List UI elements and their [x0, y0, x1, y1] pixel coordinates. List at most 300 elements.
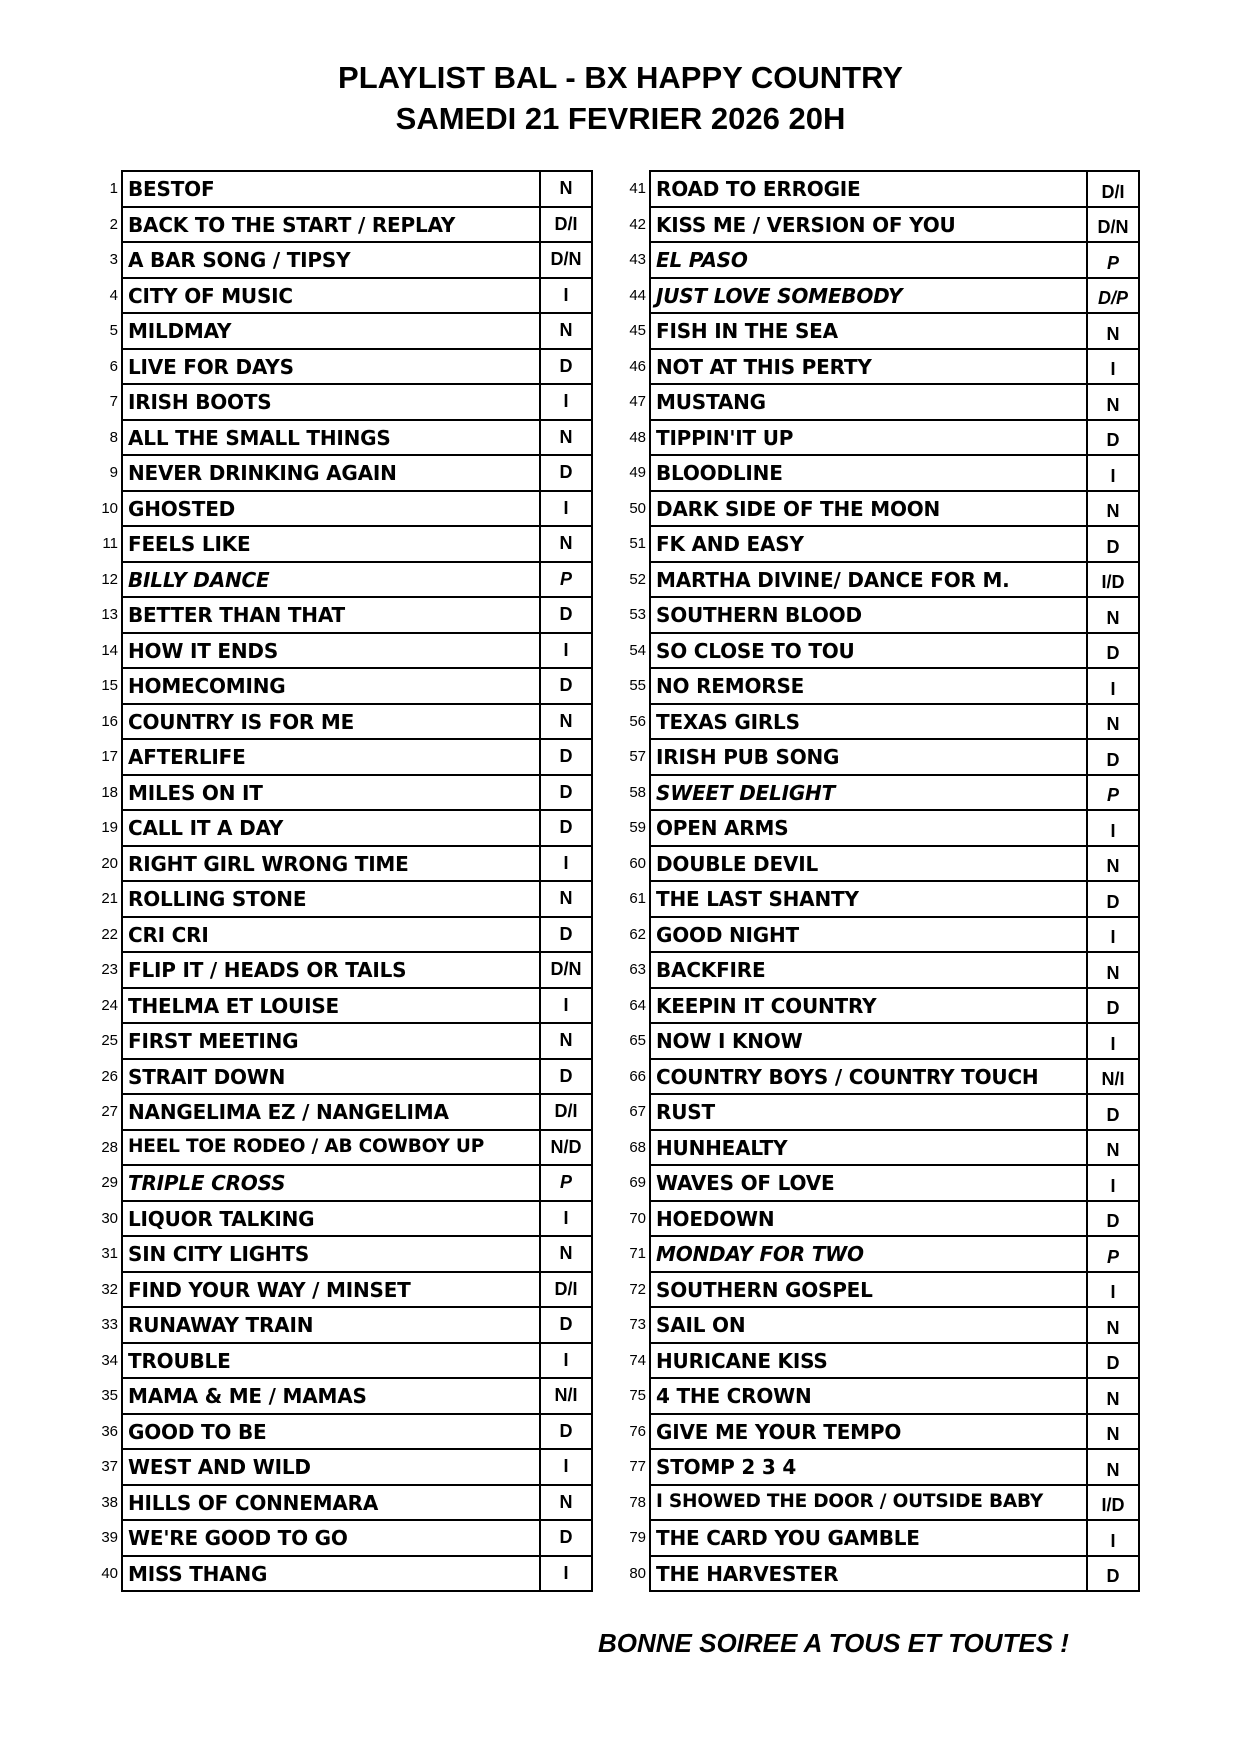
track-number: 22: [101, 925, 118, 943]
track-title: FIRST MEETING: [122, 1023, 540, 1059]
track-number: 28: [101, 1138, 118, 1156]
track-title: GOOD NIGHT: [650, 917, 1087, 953]
track-title: FLIP IT / HEADS OR TAILS: [122, 952, 540, 988]
playlist-row: [85, 1059, 592, 1095]
track-title: AFTERLIFE: [122, 739, 540, 775]
track-number: 5: [109, 322, 118, 340]
playlist-row: [613, 207, 1139, 243]
track-title: FIND YOUR WAY / MINSET: [122, 1272, 540, 1308]
dance-level-code: D/I: [540, 1272, 592, 1308]
playlist-row: [613, 242, 1139, 278]
track-number: 34: [101, 1351, 118, 1369]
dance-level-code: N: [1087, 491, 1139, 527]
track-title: DARK SIDE OF THE MOON: [650, 491, 1087, 527]
playlist-row: [85, 1236, 592, 1272]
track-title: CALL IT A DAY: [122, 810, 540, 846]
track-title: WE'RE GOOD TO GO: [122, 1520, 540, 1556]
track-number: 62: [629, 925, 646, 943]
dance-level-code: I: [540, 1449, 592, 1485]
track-title: THE LAST SHANTY: [650, 881, 1087, 917]
dance-level-code: N: [1087, 704, 1139, 740]
dance-level-code: I: [1087, 349, 1139, 385]
track-title: SIN CITY LIGHTS: [122, 1236, 540, 1272]
track-number: 63: [629, 961, 646, 979]
track-number: 76: [629, 1422, 646, 1440]
track-title: THE HARVESTER: [650, 1556, 1087, 1592]
track-number: 57: [629, 748, 646, 766]
track-number: 48: [629, 428, 646, 446]
track-number: 51: [629, 535, 646, 553]
playlist-row: [613, 1059, 1139, 1095]
track-number: 49: [629, 464, 646, 482]
playlist-row: [85, 1023, 592, 1059]
dance-level-code: D: [1087, 1094, 1139, 1130]
playlist-row: [613, 1449, 1139, 1485]
track-number: 78: [629, 1493, 646, 1511]
playlist-row: [85, 171, 592, 207]
track-number: 80: [629, 1564, 646, 1582]
track-title: TROUBLE: [122, 1343, 540, 1379]
track-title: SAIL ON: [650, 1307, 1087, 1343]
playlist-row: [613, 562, 1139, 598]
track-number: 18: [101, 783, 118, 801]
dance-level-code: I: [1087, 1520, 1139, 1556]
dance-level-code: D: [1087, 1201, 1139, 1237]
track-number: 74: [629, 1351, 646, 1369]
dance-level-code: I: [1087, 1165, 1139, 1201]
track-number: 30: [101, 1209, 118, 1227]
dance-level-code: D: [1087, 1343, 1139, 1379]
dance-level-code: D: [540, 1414, 592, 1450]
track-title: THELMA ET LOUISE: [122, 988, 540, 1024]
playlist-row: [613, 881, 1139, 917]
track-title: KISS ME / VERSION OF YOU: [650, 207, 1087, 243]
dance-level-code: P: [540, 1165, 592, 1201]
track-number: 53: [629, 606, 646, 624]
playlist-row: [85, 491, 592, 527]
playlist-row: [85, 988, 592, 1024]
playlist-row: [85, 739, 592, 775]
track-number: 38: [101, 1493, 118, 1511]
dance-level-code: I: [540, 846, 592, 882]
track-number: 19: [101, 819, 118, 837]
track-number: 11: [102, 535, 118, 553]
track-number: 37: [101, 1458, 118, 1476]
track-number: 17: [101, 748, 118, 766]
dance-level-code: I: [540, 278, 592, 314]
playlist-row: [85, 917, 592, 953]
track-title: 4 THE CROWN: [650, 1378, 1087, 1414]
playlist-row: [613, 633, 1139, 669]
track-number: 42: [629, 215, 646, 233]
playlist-row: [85, 1378, 592, 1414]
playlist-row: [85, 881, 592, 917]
dance-level-code: N: [1087, 313, 1139, 349]
track-title: TIPPIN'IT UP: [650, 420, 1087, 456]
track-number: 68: [629, 1138, 646, 1156]
playlist-row: [613, 349, 1139, 385]
dance-level-code: N: [1087, 952, 1139, 988]
track-title: MONDAY FOR TWO: [650, 1236, 1087, 1272]
track-title: HOEDOWN: [650, 1201, 1087, 1237]
dance-level-code: D: [540, 810, 592, 846]
track-number: 40: [101, 1564, 118, 1582]
track-title: BACK TO THE START / REPLAY: [122, 207, 540, 243]
dance-level-code: D: [1087, 420, 1139, 456]
playlist-row: [613, 597, 1139, 633]
playlist-row: [613, 739, 1139, 775]
playlist-row: [613, 1485, 1139, 1521]
dance-level-code: N/I: [540, 1378, 592, 1414]
track-number: 77: [629, 1458, 646, 1476]
track-title: STOMP 2 3 4: [650, 1449, 1087, 1485]
dance-level-code: N: [1087, 384, 1139, 420]
playlist-row: [613, 1414, 1139, 1450]
track-title: COUNTRY BOYS / COUNTRY TOUCH: [650, 1059, 1087, 1095]
track-title: BACKFIRE: [650, 952, 1087, 988]
playlist-row: [85, 1130, 592, 1166]
dance-level-code: D: [540, 1059, 592, 1095]
playlist-row: [85, 1520, 592, 1556]
playlist-row: [613, 313, 1139, 349]
track-number: 9: [109, 464, 118, 482]
dance-level-code: N: [540, 1023, 592, 1059]
track-number: 16: [101, 712, 118, 730]
playlist-row: [613, 1343, 1139, 1379]
track-number: 10: [101, 499, 118, 517]
track-number: 50: [629, 499, 646, 517]
track-title: NO REMORSE: [650, 668, 1087, 704]
playlist-row: [85, 952, 592, 988]
track-number: 66: [629, 1067, 646, 1085]
track-number: 33: [101, 1316, 118, 1334]
track-number: 6: [109, 357, 118, 375]
dance-level-code: D: [540, 917, 592, 953]
dance-level-code: N: [540, 171, 592, 207]
track-title: A BAR SONG / TIPSY: [122, 242, 540, 278]
playlist-row: [85, 455, 592, 491]
dance-level-code: P: [1087, 775, 1139, 811]
playlist-row: [85, 420, 592, 456]
track-number: 27: [101, 1103, 118, 1121]
playlist-row: [613, 704, 1139, 740]
playlist-row: [85, 207, 592, 243]
playlist-row: [613, 1236, 1139, 1272]
track-number: 75: [629, 1387, 646, 1405]
track-title: SO CLOSE TO TOU: [650, 633, 1087, 669]
track-title: SWEET DELIGHT: [650, 775, 1087, 811]
playlist-row: [613, 278, 1139, 314]
playlist-row: [613, 1165, 1139, 1201]
track-title: MILDMAY: [122, 313, 540, 349]
dance-level-code: N: [1087, 1378, 1139, 1414]
track-title: KEEPIN IT COUNTRY: [650, 988, 1087, 1024]
track-number: 60: [629, 854, 646, 872]
dance-level-code: N: [1087, 1307, 1139, 1343]
track-title: NANGELIMA EZ / NANGELIMA: [122, 1094, 540, 1130]
dance-level-code: N: [1087, 1414, 1139, 1450]
track-title: HEEL TOE RODEO / AB COWBOY UP: [122, 1130, 540, 1166]
track-title: JUST LOVE SOMEBODY: [650, 278, 1087, 314]
track-title: NOW I KNOW: [650, 1023, 1087, 1059]
page-title: PLAYLIST BAL - BX HAPPY COUNTRY: [338, 60, 903, 95]
dance-level-code: D: [540, 1520, 592, 1556]
track-title: FISH IN THE SEA: [650, 313, 1087, 349]
playlist-row: [613, 491, 1139, 527]
track-title: WEST AND WILD: [122, 1449, 540, 1485]
track-title: RIGHT GIRL WRONG TIME: [122, 846, 540, 882]
track-title: EL PASO: [650, 242, 1087, 278]
track-number: 64: [629, 996, 646, 1014]
playlist-row: [85, 384, 592, 420]
track-number: 70: [629, 1209, 646, 1227]
dance-level-code: D: [540, 597, 592, 633]
track-number: 56: [629, 712, 646, 730]
playlist-row: [85, 1094, 592, 1130]
track-title: NEVER DRINKING AGAIN: [122, 455, 540, 491]
track-title: COUNTRY IS FOR ME: [122, 704, 540, 740]
playlist-table-right: [613, 170, 1140, 1592]
dance-level-code: I: [540, 1343, 592, 1379]
track-title: HILLS OF CONNEMARA: [122, 1485, 540, 1521]
playlist-row: [85, 597, 592, 633]
track-title: OPEN ARMS: [650, 810, 1087, 846]
dance-level-code: N: [540, 1485, 592, 1521]
track-number: 13: [101, 606, 118, 624]
dance-level-code: N: [540, 1236, 592, 1272]
track-number: 52: [629, 570, 646, 588]
track-number: 31: [101, 1245, 118, 1263]
track-number: 32: [101, 1280, 118, 1298]
track-title: RUNAWAY TRAIN: [122, 1307, 540, 1343]
track-title: DOUBLE DEVIL: [650, 846, 1087, 882]
track-title: ROLLING STONE: [122, 881, 540, 917]
track-title: GOOD TO BE: [122, 1414, 540, 1450]
dance-level-code: I: [540, 384, 592, 420]
dance-level-code: D/N: [540, 952, 592, 988]
dance-level-code: D: [1087, 1556, 1139, 1592]
track-title: CITY OF MUSIC: [122, 278, 540, 314]
track-number: 65: [629, 1032, 646, 1050]
footer-message: BONNE SOIREE A TOUS ET TOUTES !: [598, 1628, 1069, 1658]
track-title: WAVES OF LOVE: [650, 1165, 1087, 1201]
track-title: SOUTHERN GOSPEL: [650, 1272, 1087, 1308]
track-title: MILES ON IT: [122, 775, 540, 811]
playlist-row: [613, 1201, 1139, 1237]
playlist-row: [613, 1023, 1139, 1059]
dance-level-code: D/I: [540, 207, 592, 243]
dance-level-code: P: [1087, 1236, 1139, 1272]
dance-level-code: D: [540, 1307, 592, 1343]
track-number: 39: [101, 1529, 118, 1547]
dance-level-code: D: [540, 775, 592, 811]
track-number: 46: [629, 357, 646, 375]
dance-level-code: D: [540, 739, 592, 775]
track-number: 71: [629, 1245, 646, 1263]
playlist-row: [85, 1272, 592, 1308]
track-title: THE CARD YOU GAMBLE: [650, 1520, 1087, 1556]
track-title: IRISH PUB SONG: [650, 739, 1087, 775]
playlist-row: [85, 526, 592, 562]
track-number: 14: [101, 641, 118, 659]
track-number: 79: [629, 1529, 646, 1547]
track-title: GIVE ME YOUR TEMPO: [650, 1414, 1087, 1450]
track-number: 36: [101, 1422, 118, 1440]
dance-level-code: D: [540, 668, 592, 704]
track-number: 47: [629, 393, 646, 411]
dance-level-code: N: [1087, 597, 1139, 633]
dance-level-code: I: [540, 633, 592, 669]
dance-level-code: D/I: [1087, 171, 1139, 207]
track-number: 15: [101, 677, 118, 695]
dance-level-code: D: [1087, 633, 1139, 669]
dance-level-code: I/D: [1087, 1485, 1139, 1521]
dance-level-code: N/I: [1087, 1059, 1139, 1095]
playlist-row: [613, 917, 1139, 953]
dance-level-code: D/N: [1087, 207, 1139, 243]
playlist-row: [613, 952, 1139, 988]
track-title: TEXAS GIRLS: [650, 704, 1087, 740]
playlist-row: [85, 1307, 592, 1343]
dance-level-code: D: [1087, 526, 1139, 562]
dance-level-code: N: [1087, 1449, 1139, 1485]
playlist-row: [85, 668, 592, 704]
playlist-row: [613, 384, 1139, 420]
track-title: GHOSTED: [122, 491, 540, 527]
track-number: 20: [101, 854, 118, 872]
track-title: ROAD TO ERROGIE: [650, 171, 1087, 207]
dance-level-code: P: [540, 562, 592, 598]
track-number: 67: [629, 1103, 646, 1121]
dance-level-code: N: [540, 704, 592, 740]
dance-level-code: I: [1087, 455, 1139, 491]
track-number: 35: [101, 1387, 118, 1405]
track-title: HOW IT ENDS: [122, 633, 540, 669]
playlist-row: [85, 1343, 592, 1379]
track-title: FK AND EASY: [650, 526, 1087, 562]
page-subtitle-date: SAMEDI 21 FEVRIER 2026 20H: [395, 101, 846, 136]
dance-level-code: D/N: [540, 242, 592, 278]
playlist-row: [85, 349, 592, 385]
dance-level-code: I: [540, 988, 592, 1024]
dance-level-code: I: [1087, 810, 1139, 846]
track-number: 45: [629, 322, 646, 340]
track-number: 25: [101, 1032, 118, 1050]
playlist-row: [613, 1520, 1139, 1556]
dance-level-code: N: [540, 313, 592, 349]
dance-level-code: I/D: [1087, 562, 1139, 598]
dance-level-code: I: [1087, 1023, 1139, 1059]
track-title: CRI CRI: [122, 917, 540, 953]
dance-level-code: D: [540, 349, 592, 385]
playlist-table-left: [85, 170, 593, 1592]
dance-level-code: D/P: [1087, 278, 1139, 314]
track-title: FEELS LIKE: [122, 526, 540, 562]
playlist-row: [613, 668, 1139, 704]
track-number: 61: [629, 890, 646, 908]
dance-level-code: P: [1087, 242, 1139, 278]
track-title: BESTOF: [122, 171, 540, 207]
playlist-row: [85, 1556, 592, 1592]
track-title: RUST: [650, 1094, 1087, 1130]
playlist-row: [85, 810, 592, 846]
playlist-row: [613, 810, 1139, 846]
track-number: 44: [629, 286, 646, 304]
track-title: NOT AT THIS PERTY: [650, 349, 1087, 385]
track-title: MISS THANG: [122, 1556, 540, 1592]
track-number: 43: [629, 251, 646, 269]
dance-level-code: I: [540, 491, 592, 527]
track-number: 3: [109, 251, 118, 269]
dance-level-code: D: [1087, 739, 1139, 775]
track-number: 23: [101, 961, 118, 979]
track-number: 58: [629, 783, 646, 801]
track-number: 4: [109, 286, 118, 304]
track-title: BETTER THAN THAT: [122, 597, 540, 633]
track-title: HURICANE KISS: [650, 1343, 1087, 1379]
playlist-row: [85, 846, 592, 882]
track-number: 24: [101, 996, 118, 1014]
playlist-row: [85, 1201, 592, 1237]
track-title: MAMA & ME / MAMAS: [122, 1378, 540, 1414]
dance-level-code: D: [1087, 881, 1139, 917]
playlist-row: [85, 633, 592, 669]
playlist-row: [613, 1094, 1139, 1130]
track-title: BLOODLINE: [650, 455, 1087, 491]
playlist-row: [85, 242, 592, 278]
playlist-row: [85, 1414, 592, 1450]
playlist-row: [613, 775, 1139, 811]
dance-level-code: N: [1087, 846, 1139, 882]
track-title: SOUTHERN BLOOD: [650, 597, 1087, 633]
playlist-row: [613, 1556, 1139, 1592]
playlist-row: [85, 1485, 592, 1521]
track-number: 21: [101, 890, 118, 908]
playlist-row: [613, 420, 1139, 456]
track-number: 72: [629, 1280, 646, 1298]
track-number: 29: [101, 1174, 118, 1192]
playlist-row: [85, 278, 592, 314]
track-title: TRIPLE CROSS: [122, 1165, 540, 1201]
track-title: BILLY DANCE: [122, 562, 540, 598]
track-title: HUNHEALTY: [650, 1130, 1087, 1166]
track-number: 59: [629, 819, 646, 837]
dance-level-code: N: [540, 526, 592, 562]
track-number: 26: [101, 1067, 118, 1085]
playlist-row: [85, 313, 592, 349]
track-number: 41: [629, 180, 646, 198]
playlist-row: [85, 704, 592, 740]
track-title: STRAIT DOWN: [122, 1059, 540, 1095]
dance-level-code: N: [540, 420, 592, 456]
dance-level-code: N: [1087, 1130, 1139, 1166]
playlist-row: [85, 562, 592, 598]
track-title: IRISH BOOTS: [122, 384, 540, 420]
track-number: 73: [629, 1316, 646, 1334]
track-number: 12: [101, 570, 118, 588]
playlist-row: [613, 846, 1139, 882]
track-number: 69: [629, 1174, 646, 1192]
track-number: 8: [109, 428, 118, 446]
track-title: MUSTANG: [650, 384, 1087, 420]
playlist-row: [85, 775, 592, 811]
dance-level-code: I: [540, 1201, 592, 1237]
playlist-row: [613, 1130, 1139, 1166]
playlist-row: [613, 171, 1139, 207]
playlist-row: [613, 1378, 1139, 1414]
dance-level-code: N: [540, 881, 592, 917]
dance-level-code: I: [1087, 1272, 1139, 1308]
